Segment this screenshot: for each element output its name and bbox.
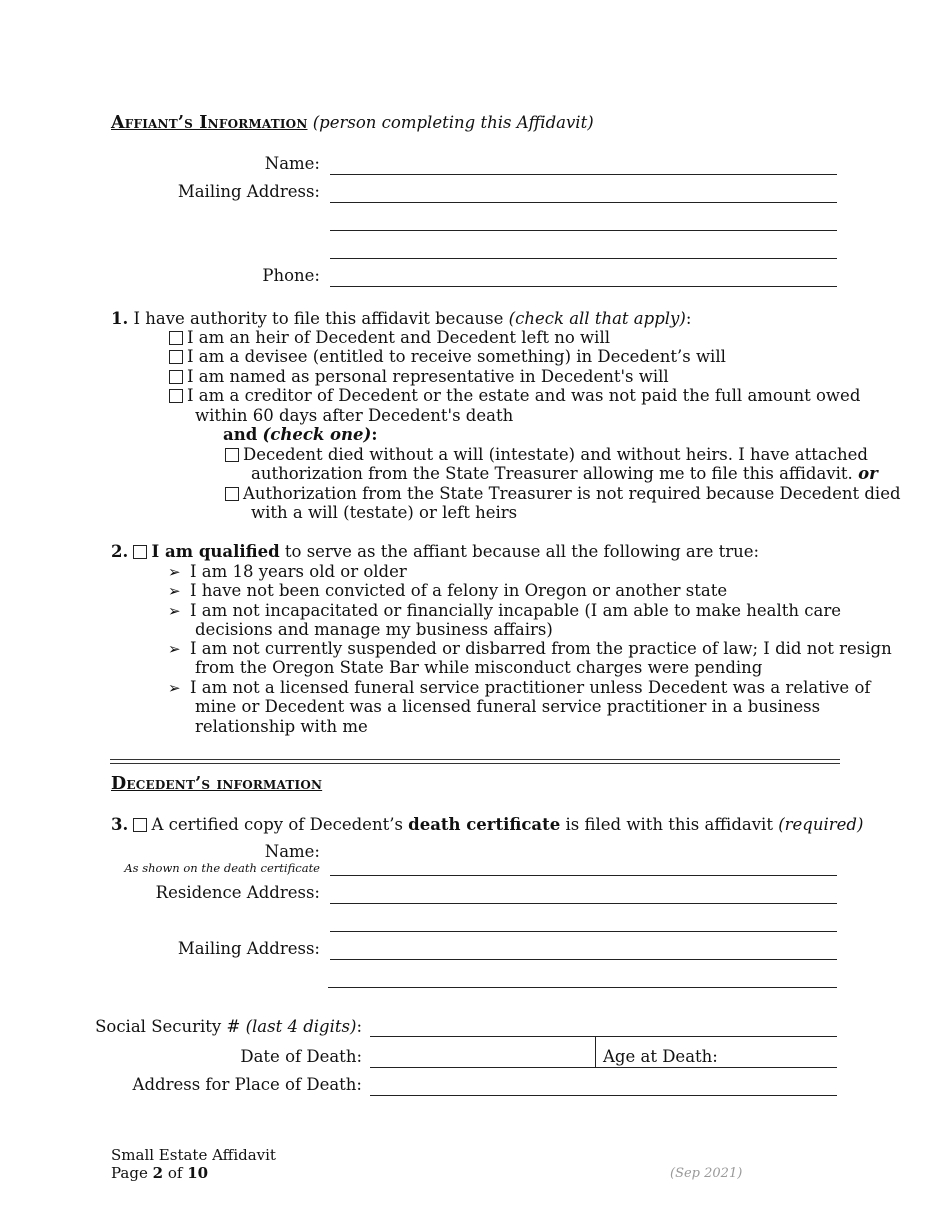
ssn-field[interactable] <box>370 1036 837 1037</box>
arrow-bullet-icon: ➢ <box>168 563 181 581</box>
q1-sub-b <box>225 484 901 503</box>
decedent-mailing-label: Mailing Address: <box>177 939 320 958</box>
decedent-name-field[interactable] <box>330 875 837 876</box>
q1-option-heir-label: I am an heir of Decedent and Decedent left no will <box>187 328 610 347</box>
decedent-name-label: Name: <box>264 842 320 861</box>
q2-bullet-5-cont: mine or Decedent was a licensed funeral service practitioner in a business <box>195 697 821 716</box>
age-field-divider <box>595 1036 596 1067</box>
q1-and-note: (check one) <box>262 425 372 444</box>
q3-pre: A certified copy of Decedent’s <box>151 815 403 834</box>
q1-option-creditor-label: I am a creditor of Decedent or the estate and was not paid the full amount owed <box>187 386 861 405</box>
q2-bullet-3 <box>168 601 841 620</box>
q1-option-creditor-cont: within 60 days after Decedent's death <box>195 406 514 425</box>
q1-sub-b-line2: with a will (testate) or left heirs <box>251 503 518 522</box>
q3-line <box>111 815 863 834</box>
affiant-mailing-field-3[interactable] <box>330 258 837 259</box>
q1-sub-a-line1: Decedent died without a will (intestate) and without heirs. I have attached <box>243 445 868 464</box>
q3-checkbox-death-certificate[interactable] <box>133 818 147 832</box>
decedent-residence-field-1[interactable] <box>330 903 837 904</box>
q1-lead <box>111 309 691 328</box>
q1-option-devisee-label: I am a devisee (entitled to receive something) in Decedent’s will <box>187 347 726 366</box>
footer-page <box>111 1164 208 1182</box>
q1-checkbox-pr[interactable] <box>169 370 183 384</box>
footer-of-word: of <box>167 1164 183 1182</box>
affiant-phone-label: Phone: <box>262 266 320 285</box>
affiant-heading-title: Affiant’s Information <box>111 113 308 133</box>
arrow-bullet-icon: ➢ <box>168 602 181 620</box>
q1-option-pr-label: I am named as personal representative in Decedent's will <box>187 367 669 386</box>
decedent-residence-label: Residence Address: <box>155 883 320 902</box>
q2-bullet-1 <box>168 562 407 581</box>
decedent-mailing-field-2[interactable] <box>328 987 837 988</box>
q1-option-creditor <box>169 386 860 405</box>
q2-lead-rest: to serve as the affiant because all the following are true: <box>284 542 760 561</box>
ssn-label-colon: : <box>356 1017 362 1036</box>
q2-bullet-2 <box>168 581 727 600</box>
affiant-name-field[interactable] <box>330 174 837 175</box>
ssn-label-note: (last 4 digits) <box>245 1017 357 1036</box>
q3-bold: death certificate <box>408 815 561 834</box>
arrow-bullet-icon: ➢ <box>168 582 181 600</box>
arrow-bullet-icon: ➢ <box>168 640 181 658</box>
affiant-mailing-field-2[interactable] <box>330 230 837 231</box>
decedent-mailing-field-1[interactable] <box>330 959 837 960</box>
section-divider <box>110 759 840 764</box>
q1-checkbox-devisee[interactable] <box>169 350 183 364</box>
q2-number: 2. <box>111 542 129 561</box>
q1-and-colon: : <box>371 425 378 444</box>
place-of-death-field[interactable] <box>370 1095 837 1096</box>
date-of-death-label: Date of Death: <box>240 1047 362 1066</box>
q3-number: 3. <box>111 815 129 834</box>
q3-note: (required) <box>778 815 864 834</box>
q2-bullet-5-text: I am not a licensed funeral service practitioner unless Decedent was a relative of <box>190 678 871 697</box>
affiant-mailing-field-1[interactable] <box>330 202 837 203</box>
q1-colon: : <box>685 309 692 328</box>
q1-checkbox-heir[interactable] <box>169 331 183 345</box>
q2-bullet-1-text: I am 18 years old or older <box>190 562 407 581</box>
affiant-heading <box>111 113 594 133</box>
q2-bullet-5-cont2: relationship with me <box>195 717 368 736</box>
q1-sub-a-line2: authorization from the State Treasurer allowing me to file this affidavit. <box>251 464 853 483</box>
footer-page-word: Page <box>111 1164 148 1182</box>
q1-checkbox-sub-a[interactable] <box>225 448 239 462</box>
q2-bullet-4 <box>168 639 892 658</box>
q2-bullet-4-text: I am not currently suspended or disbarred from the practice of law; I did not resign <box>190 639 892 658</box>
q1-and-word: and <box>223 425 258 444</box>
q3-post: is filed with this affidavit <box>565 815 773 834</box>
footer-version: (Sep 2021) <box>670 1166 743 1181</box>
footer-page-num: 2 <box>152 1164 164 1182</box>
q1-option-heir <box>169 328 610 347</box>
q1-number: 1. <box>111 309 129 328</box>
q2-bullet-5 <box>168 678 870 697</box>
q2-checkbox-qualified[interactable] <box>133 545 147 559</box>
age-at-death-field[interactable] <box>595 1067 837 1068</box>
decedent-residence-field-2[interactable] <box>330 931 837 932</box>
q2-bullet-3-text: I am not incapacitated or financially incapable (I am able to make health care <box>190 601 842 620</box>
q1-option-pr <box>169 367 669 386</box>
affiant-heading-note: (person completing this Affidavit) <box>312 113 594 132</box>
q1-checkbox-sub-b[interactable] <box>225 487 239 501</box>
q2-bullet-4-cont: from the Oregon State Bar while misconduct charges were pending <box>195 658 763 677</box>
date-of-death-field[interactable] <box>370 1067 595 1068</box>
footer-page-total: 10 <box>187 1164 209 1182</box>
place-of-death-label: Address for Place of Death: <box>132 1075 362 1094</box>
affiant-mailing-label: Mailing Address: <box>177 182 320 201</box>
q2-bullet-2-text: I have not been convicted of a felony in Oregon or another state <box>190 581 728 600</box>
q1-lead-text: I have authority to file this affidavit because <box>133 309 504 328</box>
q1-option-devisee <box>169 347 726 366</box>
q1-and-label <box>223 425 377 444</box>
q1-checkbox-creditor[interactable] <box>169 389 183 403</box>
q1-sub-a-or: or <box>858 464 878 483</box>
q1-lead-note: (check all that apply) <box>508 309 686 328</box>
decedent-name-sublabel: As shown on the death certificate <box>124 861 320 875</box>
q2-bullet-3-cont: decisions and manage my business affairs) <box>195 620 553 639</box>
ssn-label-text: Social Security # <box>95 1017 241 1036</box>
arrow-bullet-icon: ➢ <box>168 679 181 697</box>
q2-bold-lead: I am qualified <box>151 542 280 561</box>
decedent-heading-title: Decedent’s information <box>111 774 323 794</box>
q2-lead <box>111 542 759 561</box>
age-at-death-label: Age at Death: <box>603 1047 718 1066</box>
q1-sub-a-cont <box>251 464 878 483</box>
footer-title: Small Estate Affidavit <box>111 1146 276 1164</box>
ssn-label <box>95 1017 362 1036</box>
affiant-phone-field[interactable] <box>330 286 837 287</box>
decedent-heading <box>111 774 322 794</box>
q1-sub-b-line1: Authorization from the State Treasurer is not required because Decedent died <box>243 484 901 503</box>
affiant-name-label: Name: <box>264 154 320 173</box>
q1-sub-a <box>225 445 868 464</box>
